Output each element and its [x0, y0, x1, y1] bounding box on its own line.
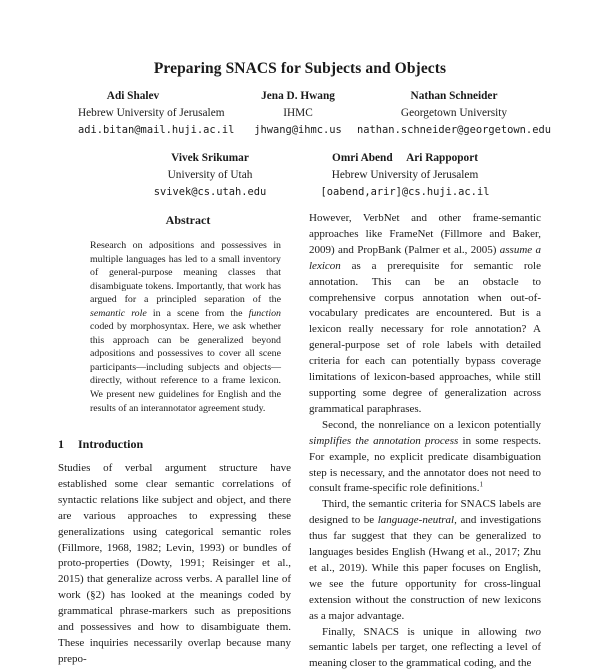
author-block-2: [243, 88, 353, 139]
author-name: Jena D. Hwang: [261, 90, 335, 102]
author-affiliation: IHMC: [283, 107, 313, 119]
author-block-3: [354, 88, 554, 139]
author-email[interactable]: [oabend,arir]@cs.huji.ac.il: [320, 186, 490, 198]
author-block-4: [145, 150, 275, 201]
paragraph-second: Second, the nonreliance on a lexicon potentially simplifies the annotation process in some respects. For example, no explicit predicate disambiguation step is necessary, and the annotator does not need to consult frame-specific role definitions.$^1$: [309, 418, 542, 495]
author-block-1: [78, 88, 235, 139]
introduction-paragraph: Studies of verbal argument structure have established some clear semantic correlations of syntactic relations like subject and object, and there are various approaches to expressing these generalizations using categorical semantic roles (Fillmore, 1968, 1982; Levin, 1993) or bundles of proto-properties (Dowty, 1991; Reisinger et al., 2015) that generalize across verbs. A parallel line of work (§2) has looked at the meanings coded by grammatical phrase-markers such as prepositions and possessives and how to disambiguate them. These inquiries necessarily overlap because many prepo-: [58, 462, 291, 665]
paragraph-finally: Finally, SNACS is unique in allowing two semantic labels per target, one reflecting a level of meaning closer to the grammatical coding, and the: [309, 625, 541, 670]
author-name: Vivek Srikumar: [171, 152, 249, 164]
right-column-text: [309, 211, 541, 672]
author-block-5: [312, 150, 498, 201]
author-affiliation: University of Utah: [167, 169, 253, 181]
section-title: Introduction: [78, 437, 144, 451]
paragraph-third: Third, the semantic criteria for SNACS labels are designed to be language-neutral, and investigations thus far suggest that they can be generalized to languages besides English (Hwang et al., 2017; Zhu et al., 2019). While this paper focuses on English, we see the future opportunity for cross-lingual extension without the construction of new lexicons as a major advantage.: [309, 498, 541, 622]
abstract-emphasis: function: [248, 307, 281, 319]
section-number: 1: [58, 437, 64, 451]
abstract-emphasis: semantic role: [90, 307, 147, 319]
footnote-marker[interactable]: 1: [479, 480, 483, 489]
author-affiliation: Georgetown University: [400, 107, 508, 119]
author-affiliation: Hebrew University of Jerusalem: [78, 107, 225, 119]
author-name: Omri Abend Ari Rappoport: [332, 152, 478, 164]
abstract-body: Research on adpositions and possessives in multiple languages has led to a small inventory of general-purpose meaning classes that disambiguate tokens. Importantly, that work has argued for a principled separation of the semantic role in a scene from the function coded by morphosyntax. Here, we ask whether this approach can be generalized beyond adpositions and possessives to cover all scene participants—including subjects and objects—directly, without reference to a frame lexicon. We present new guidelines for English and the results of an interannotator agreement study.: [90, 240, 281, 414]
section-heading-introduction: [58, 437, 143, 452]
author-email[interactable]: svivek@cs.utah.edu: [153, 186, 267, 198]
paragraph-lexicon: However, VerbNet and other frame-semantic approaches like FrameNet (Fillmore and Baker, 2009) and PropBank (Palmer et al., 2005) assume a lexicon as a prerequisite for semantic role annotation. This can be an obstacle to comprehensive corpus annotation when out-of-vocabulary predicates are encountered. But is a lexicon really necessary for role annotation? A general-purpose set of role labels with detailed criteria for each can potentially bypass coverage limitations of lexicon-based approaches, while still supporting some degree of generalization across grammatical paraphrases.: [309, 212, 542, 415]
author-name: Adi Shalev: [106, 90, 160, 102]
abstract-heading: Abstract: [165, 213, 211, 227]
author-email[interactable]: nathan.schneider@georgetown.edu: [357, 124, 551, 136]
author-name: Nathan Schneider: [410, 90, 498, 102]
author-affiliation: Hebrew University of Jerusalem: [331, 169, 479, 181]
author-email[interactable]: jhwang@ihmc.us: [254, 124, 342, 136]
paper-title: Preparing SNACS for Subjects and Objects: [153, 60, 447, 77]
author-email[interactable]: adi.bitan@mail.huji.ac.il: [78, 124, 235, 136]
